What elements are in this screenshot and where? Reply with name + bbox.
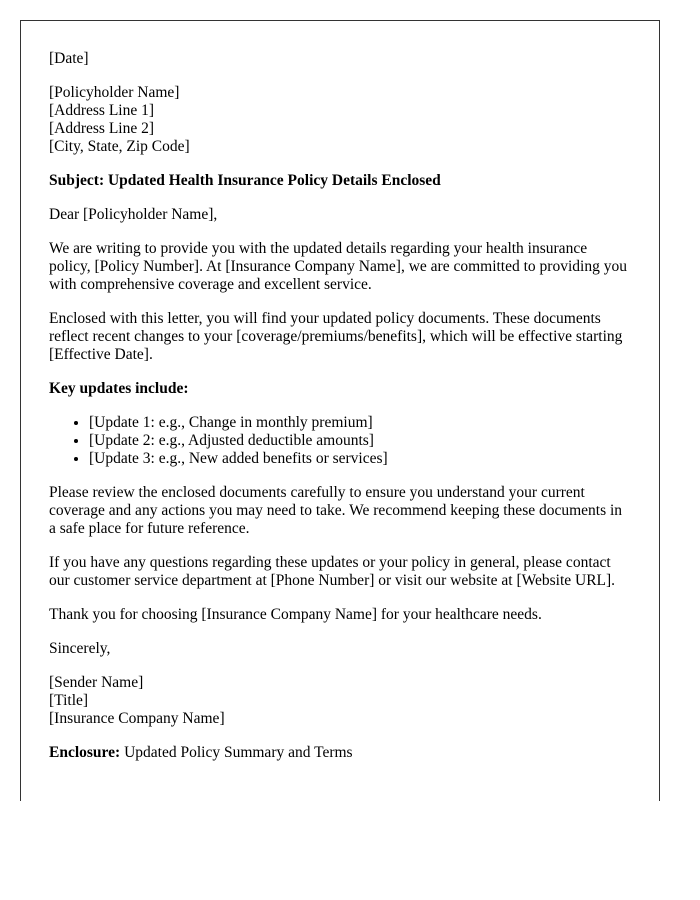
body-paragraph-review: Please review the enclosed documents carefully to ensure you understand your current coverage and any actions you may need to take. We recommend keeping these documents in a safe place for future reference. [49, 484, 623, 537]
recipient-address [49, 84, 631, 156]
subject-line: Subject: Updated Health Insurance Policy Details Enclosed [49, 172, 441, 189]
sender-title: [Title] [49, 692, 89, 709]
body-paragraph-contact: If you have any questions regarding these updates or your policy in general, please contact our customer service department at [Phone Number] or visit our website at [Website URL]. [49, 554, 616, 589]
enclosure-label: Enclosure: [49, 744, 121, 761]
recipient-name: [Policyholder Name] [49, 84, 180, 101]
letter-page [20, 20, 660, 801]
body-paragraph-thanks: Thank you for choosing [Insurance Company Name] for your healthcare needs. [49, 606, 542, 623]
body-paragraph-enclosed: Enclosed with this letter, you will find your updated policy documents. These documents reflect recent changes to your [coverage/premiums/benefits], which will be effective starting [Effective Date]. [49, 310, 623, 363]
valediction: Sincerely, [49, 640, 111, 657]
recipient-address-line-2: [Address Line 2] [49, 120, 155, 137]
letter-date [49, 50, 631, 68]
signature-block [49, 674, 631, 728]
key-updates-list [49, 414, 631, 468]
enclosure-text: Updated Policy Summary and Terms [120, 744, 353, 761]
recipient-city-state-zip: [City, State, Zip Code] [49, 138, 190, 155]
body-paragraph-intro: We are writing to provide you with the updated details regarding your health insurance policy, [Policy Number]. At [Insurance Company Name], we are committed to providing you with comprehensive coverage and excellent service. [49, 240, 627, 293]
sender-name: [Sender Name] [49, 674, 144, 691]
recipient-address-line-1: [Address Line 1] [49, 102, 155, 119]
salutation: Dear [Policyholder Name], [49, 206, 218, 223]
date-text: [Date] [49, 50, 89, 67]
key-update-item: • [Update 3: e.g., New added benefits or services] [89, 450, 631, 468]
sender-company: [Insurance Company Name] [49, 710, 225, 727]
enclosure-line [49, 744, 631, 762]
key-update-item: • [Update 1: e.g., Change in monthly premium] [89, 414, 631, 432]
key-updates-heading: Key updates include: [49, 380, 189, 397]
key-update-item: • [Update 2: e.g., Adjusted deductible amounts] [89, 432, 631, 450]
